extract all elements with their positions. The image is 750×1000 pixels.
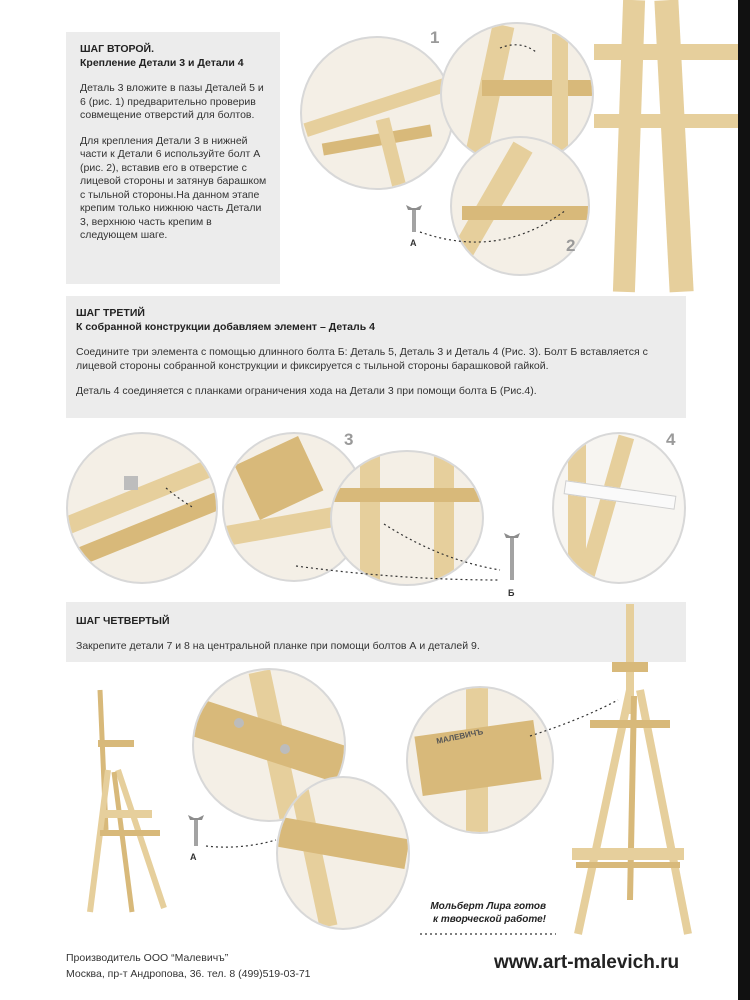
step3-paragraph-1: Соедините три элемента с помощью длинного болта Б: Деталь 5, Деталь 3 и Деталь 4 (Рис. 3). Болт Б вставляется с лицевой стороны собранной конструкции и фиксируется с тыльной стороны барашковой гайкой. (76, 346, 648, 372)
figure-number-3: 3 (344, 430, 354, 449)
step4-paragraph-1: Закрепите детали 7 и 8 на центральной планке при помощи болтов А и деталей 9. (76, 640, 480, 652)
ready-caption-line-1: Мольберт Лира готов (430, 901, 546, 912)
figure-number-1: 1 (430, 28, 440, 47)
step2-paragraph-2: Для крепления Детали 3 в нижней части к Детали 6 используйте болт А (рис. 2), вставив его в отверстие с лицевой стороны и затянув барашком с тыльной стороны.На данном этапе крепим только нижнюю часть Детали 3, верхнюю часть крепим в следующем шаге. (80, 134, 267, 241)
step2-bolt-label: A (410, 238, 417, 248)
step3-paragraph-2: Деталь 4 соединяется с планками ограничения хода на Детали 3 при помощи болта Б (Рис.4). (76, 385, 537, 397)
footer-address: Москва, пр-т Андропова, 36. тел. 8 (499)519-03-71 (66, 968, 311, 980)
figure-number-4: 4 (666, 430, 676, 449)
step2-subtitle: Крепление Детали 3 и Детали 4 (80, 57, 244, 69)
step2-title: ШАГ ВТОРОЙ. (80, 43, 155, 55)
brand-mark-text: МАЛЕВИЧЪ (435, 727, 485, 746)
step3-title: ШАГ ТРЕТИЙ (76, 307, 145, 319)
step3-subtitle: К собранной конструкции добавляем элемент – Деталь 4 (76, 321, 375, 333)
step4-title: ШАГ ЧЕТВЕРТЫЙ (76, 615, 170, 627)
right-edge-strip (738, 0, 750, 1000)
step4-bolt-label: A (190, 852, 197, 862)
ready-caption-line-2: к творческой работе! (432, 914, 546, 925)
footer-producer: Производитель ООО “Малевичъ” (66, 952, 229, 964)
footer-website[interactable]: www.art-malevich.ru (494, 952, 680, 973)
step3-bolt-label: Б (508, 588, 515, 598)
figure-number-2: 2 (566, 236, 576, 255)
step2-paragraph-1: Деталь 3 вложите в пазы Деталей 5 и 6 (рис. 1) предварительно проверив совмещение отверстий для болтов. (80, 82, 264, 121)
